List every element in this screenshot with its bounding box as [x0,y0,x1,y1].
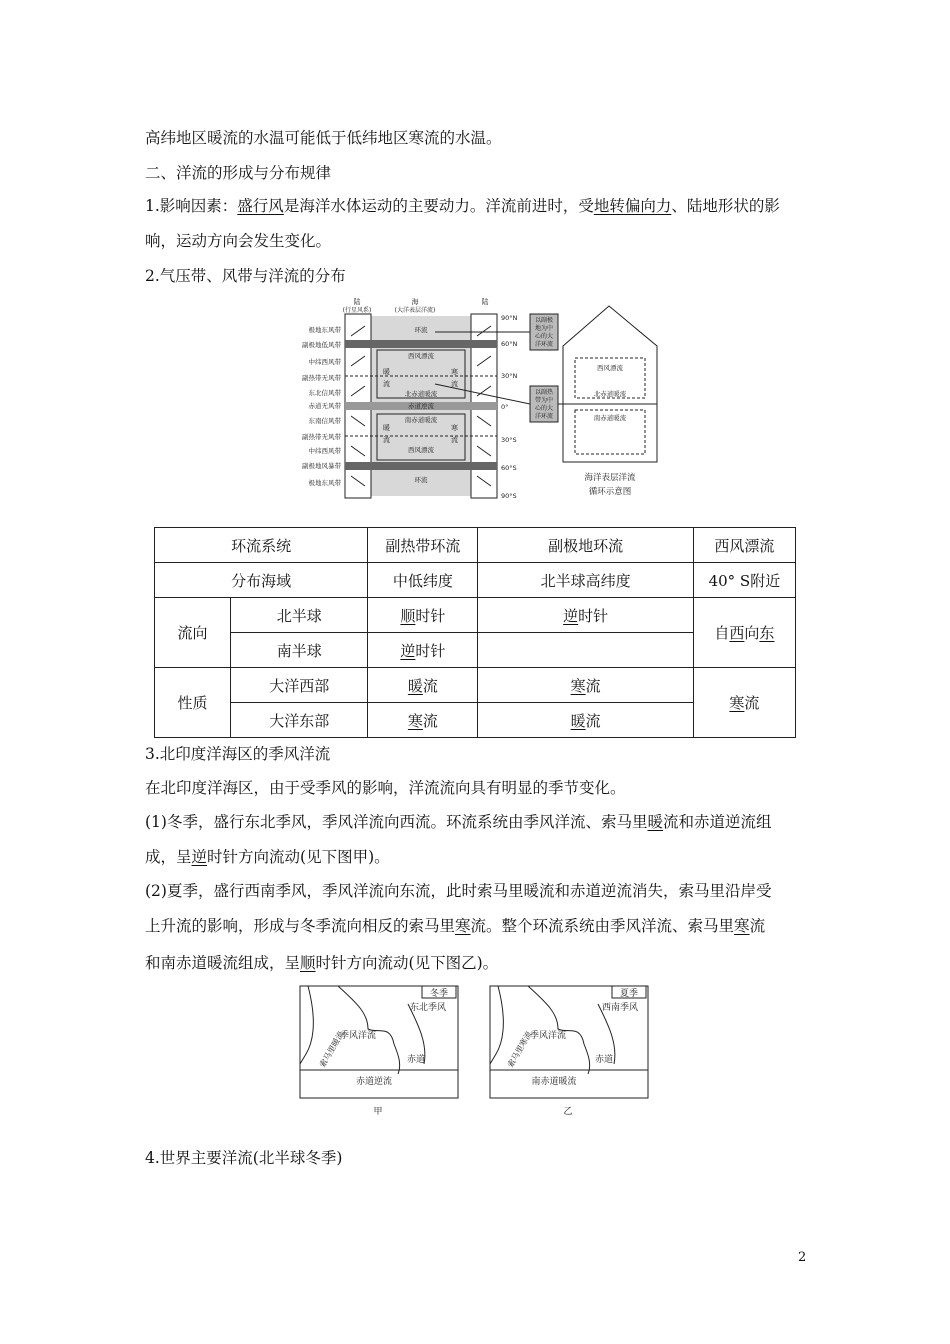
svg-text:乙: 乙 [563,1107,573,1117]
table-cell: 环流系统 [155,528,368,563]
table-cell: 大洋东部 [231,703,368,738]
table-cell: 暖流 [478,703,693,738]
table-cell: 西风漂流 [693,528,795,563]
monsoon-current-maps [298,984,658,1120]
table-cell: 逆时针 [368,633,478,668]
svg-text:心的大: 心的大 [534,333,554,340]
table-cell: 寒流 [693,668,795,738]
svg-text:心的大: 心的大 [534,405,554,412]
svg-text:60°N: 60°N [501,340,518,348]
pressure-wind-current-diagram [285,296,665,504]
svg-text:西风漂流: 西风漂流 [408,446,434,454]
table-cell: 40° S附近 [693,563,795,598]
text-line-4: 响，运动方向会发生变化。 [145,232,332,250]
svg-text:南赤道暖流: 南赤道暖流 [404,416,438,424]
svg-text:90°S: 90°S [501,492,517,500]
svg-text:东北信风带: 东北信风带 [308,389,341,397]
svg-text:赤道: 赤道 [594,1055,614,1065]
svg-text:环流: 环流 [414,326,428,334]
svg-text:90°N: 90°N [501,314,518,322]
svg-text:环流: 环流 [414,476,428,484]
svg-text:赤道逆流: 赤道逆流 [408,402,434,410]
subheading-3: 3.北印度洋海区的季风洋流 [145,745,331,763]
svg-text:赤道无风带: 赤道无风带 [308,402,341,410]
text-line-7: 在北印度洋海区，由于受季风的影响，洋流流向具有明显的季节变化。 [145,779,626,797]
svg-text:以副极: 以副极 [534,317,554,324]
table-cell: 北半球高纬度 [478,563,693,598]
svg-text:中纬西风带: 中纬西风带 [308,358,341,366]
svg-text:季风洋流: 季风洋流 [339,1031,377,1041]
svg-text:赤道: 赤道 [406,1055,426,1065]
subheading-2: 2.气压带、风带与洋流的分布 [145,267,346,285]
svg-text:北赤道暖流: 北赤道暖流 [593,390,627,398]
svg-text:循环示意图: 循环示意图 [588,487,632,497]
svg-text:30°S: 30°S [501,436,517,444]
svg-text:甲: 甲 [373,1107,383,1117]
table-row [155,528,796,563]
svg-text:洋环流: 洋环流 [534,413,554,420]
svg-text:夏季: 夏季 [619,989,639,999]
svg-text:西风漂流: 西风漂流 [597,364,623,372]
page-number: 2 [798,1250,807,1265]
table-row [155,668,796,703]
svg-text:中纬西风带: 中纬西风带 [308,447,341,455]
current-properties-table [154,527,796,738]
svg-text:季风洋流: 季风洋流 [529,1031,567,1041]
table-row [155,598,796,633]
svg-text:流: 流 [451,380,458,388]
svg-text:流: 流 [383,380,390,388]
svg-text:(大洋表层洋流): (大洋表层洋流) [394,307,436,314]
table-cell: 流向 [155,598,231,668]
svg-text:南赤道暖流: 南赤道暖流 [531,1077,577,1087]
svg-text:洋环流: 洋环流 [534,341,554,348]
table-cell [478,633,693,668]
svg-text:以副热: 以副热 [534,389,554,396]
answer-prevailing-wind: 盛行风 [237,197,284,215]
svg-text:60°S: 60°S [501,464,517,472]
table-cell: 副极地环流 [478,528,693,563]
svg-text:北赤道暖流: 北赤道暖流 [404,390,438,398]
table-cell: 北半球 [231,598,368,633]
svg-text:流: 流 [383,436,390,444]
text-line-12: 和南赤道暖流组成，呈顺时针方向流动(见下图乙)。 [145,954,499,972]
table-cell: 中低纬度 [368,563,478,598]
svg-text:索马里寒流: 索马里寒流 [505,1029,534,1069]
svg-text:冬季: 冬季 [429,989,449,999]
svg-text:副热带无风带: 副热带无风带 [302,374,341,382]
table-cell: 顺时针 [368,598,478,633]
text-line-10: (2)夏季，盛行西南季风，季风洋流向东流，此时索马里暖流和赤道逆流消失，索马里沿岸受 [145,882,772,900]
svg-text:30°N: 30°N [501,372,518,380]
sea-label: 海 [411,298,419,306]
text-line-1: 高纬地区暖流的水温可能低于低纬地区寒流的水温。 [145,129,502,147]
table-cell: 分布海域 [155,563,368,598]
svg-text:副热带无风带: 副热带无风带 [302,433,341,441]
svg-text:西南季风: 西南季风 [601,1003,639,1013]
text-line-9: 成，呈逆时针方向流动(见下图甲)。 [145,848,390,866]
text-line-3: 1.影响因素：盛行风是海洋水体运动的主要动力。洋流前进时，受地转偏向力、陆地形状的影 [145,197,780,215]
svg-text:索马里暖流: 索马里暖流 [317,1029,346,1069]
table-cell: 性质 [155,668,231,738]
table-cell: 暖流 [368,668,478,703]
svg-text:寒: 寒 [451,368,458,376]
svg-text:寒: 寒 [451,424,458,432]
svg-text:流: 流 [451,436,458,444]
svg-text:赤道逆流: 赤道逆流 [355,1077,393,1087]
svg-text:(行星风系): (行星风系) [342,307,372,314]
subheading-4: 4.世界主要洋流(北半球冬季) [145,1149,343,1167]
text-line-8: (1)冬季，盛行东北季风，季风洋流向西流。环流系统由季风洋流、索马里暖流和赤道逆流组 [145,813,772,831]
svg-text:极地东风带: 极地东风带 [308,326,341,334]
land-right-label: 陆 [481,298,489,306]
table-cell: 大洋西部 [231,668,368,703]
section-heading: 二、洋流的形成与分布规律 [145,164,332,182]
svg-text:极地东风带: 极地东风带 [308,479,341,487]
answer-coriolis: 地转偏向力 [593,197,672,215]
svg-text:海洋表层洋流: 海洋表层洋流 [584,473,636,483]
svg-text:0°: 0° [501,403,509,411]
table-cell: 南半球 [231,633,368,668]
svg-text:副极地低风带: 副极地低风带 [302,341,341,349]
table-cell: 寒流 [478,668,693,703]
svg-text:暖: 暖 [383,368,390,376]
table-cell: 逆时针 [478,598,693,633]
svg-text:副极地风暴带: 副极地风暴带 [302,462,341,470]
svg-text:暖: 暖 [383,424,390,432]
table-cell: 寒流 [368,703,478,738]
text-line-11: 上升流的影响，形成与冬季流向相反的索马里寒流。整个环流系统由季风洋流、索马里寒流 [145,917,766,935]
svg-text:西风漂流: 西风漂流 [408,352,434,360]
svg-text:东南信风带: 东南信风带 [308,417,341,425]
svg-text:东北季风: 东北季风 [409,1003,447,1013]
table-cell: 自西向东 [693,598,795,668]
svg-text:地为中: 地为中 [534,325,554,332]
table-cell: 副热带环流 [368,528,478,563]
table-row [155,563,796,598]
svg-text:带为中: 带为中 [534,397,554,404]
svg-text:南赤道暖流: 南赤道暖流 [593,414,627,422]
land-left-label: 陆 [353,298,361,306]
